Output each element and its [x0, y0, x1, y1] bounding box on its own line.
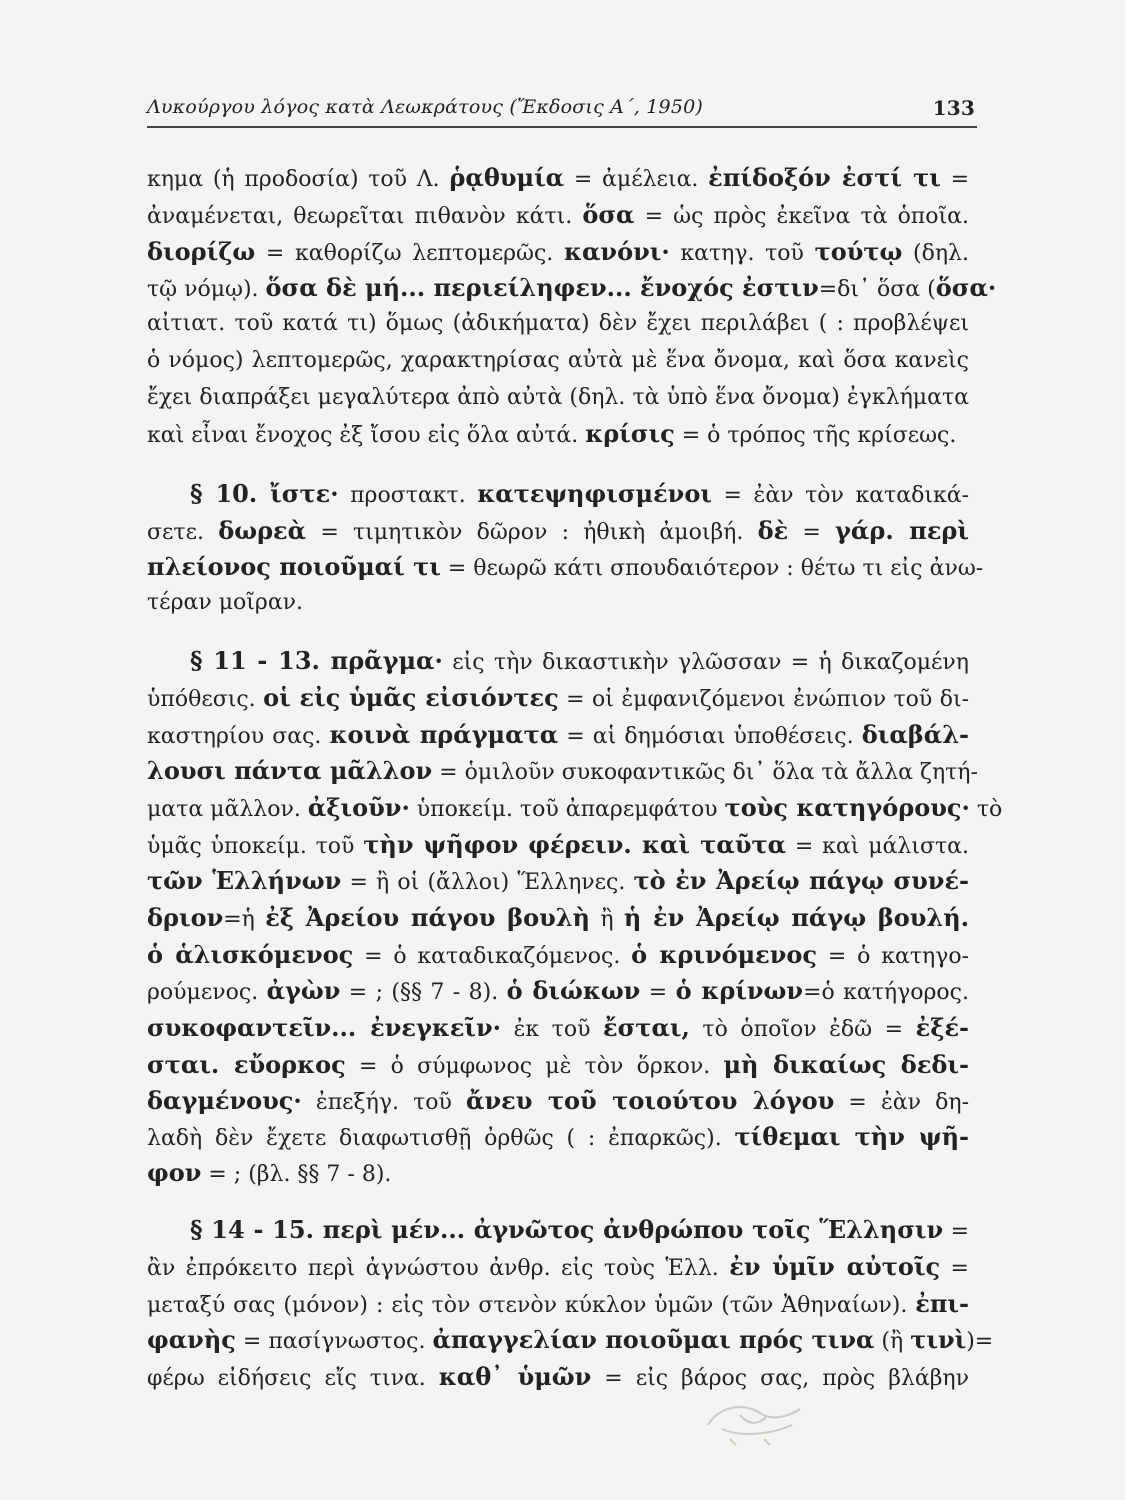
text-line — [147, 791, 1003, 825]
gloss-text: ἢ — [590, 907, 624, 932]
bold-lemma: συκοφαντεῖν... ἐνεγκεῖν· — [147, 1013, 502, 1042]
bold-lemma: διορίζω — [147, 237, 256, 266]
gloss-text: φέρω εἰδήσεις εἴς τινα. — [147, 1366, 439, 1391]
bold-lemma: κατεψηφισμένοι — [477, 479, 712, 508]
text-line — [147, 514, 969, 548]
gloss-text: = ἐὰν τὸν καταδικά- — [711, 483, 969, 508]
bold-lemma: τούτῳ — [814, 237, 903, 266]
gloss-text: =ὁ κατήγορος. — [803, 980, 969, 1005]
bold-lemma: σται. εὔορκος — [147, 1050, 346, 1079]
gloss-text: =δι᾽ ὅσα ( — [818, 277, 936, 302]
gloss-text: = καθορίζω λεπτομερῶς. — [255, 241, 564, 266]
text-line — [147, 938, 969, 972]
bold-lemma: § 11 - 13. πρᾶγμα· — [190, 646, 443, 675]
gloss-text: τέραν μοῖραν. — [147, 590, 304, 615]
text-line — [147, 1287, 969, 1321]
bold-lemma: λουσι πάντα μᾶλλον — [147, 756, 433, 785]
page-number: 133 — [932, 96, 975, 120]
bold-lemma: ἔσται, — [603, 1013, 690, 1042]
gloss-text: κατηγ. τοῦ — [669, 241, 815, 266]
gloss-text: λαδὴ δὲν ἔχετε διαφωτισθῇ ὀρθῶς ( : ἐπαρκῶς). — [147, 1126, 735, 1151]
gloss-text: = ἢ οἱ (ἄλλοι) Ἕλληνες. — [341, 870, 634, 895]
gloss-text: = ὁ σύμφωνος μὲ τὸν ὅρκον. — [345, 1054, 724, 1079]
bold-lemma: τινὶ — [910, 1325, 967, 1354]
text-line — [147, 271, 997, 305]
gloss-text: = — [788, 520, 836, 545]
gloss-text: καστηρίου σας. — [147, 724, 330, 749]
bold-lemma: δαγμένους· — [147, 1086, 302, 1115]
bold-lemma: ἀγὼν — [266, 976, 341, 1005]
gloss-text: =ἡ — [223, 907, 266, 932]
gloss-text: εἰς τὴν δικαστικὴν γλῶσσαν = ἡ δικαζομένη — [442, 650, 969, 675]
gloss-text: τὸ — [969, 797, 1003, 822]
text-line — [147, 550, 984, 584]
gloss-text: αἰτιατ. τοῦ κατά τι) ὅμως (ἀδικήματα) δὲν ἔχει περιλάβει ( : προβλέψει — [147, 311, 969, 336]
bold-lemma: § 14 - 15. περὶ μέν... ἀγνῶτος ἀνθρώπου τοῖς Ἕλλησιν — [190, 1215, 944, 1244]
gloss-text: = πασίγνωστος. — [235, 1329, 433, 1354]
gloss-text: ἔχει διαπράξει μεγαλύτερα ἀπὸ αὐτὰ (δηλ. τὰ ὑπὸ ἕνα ὄνομα) ἐγκλήματα — [147, 385, 969, 410]
gloss-text: ὁ νόμος) λεπτομερῶς, χαρακτηρίσας αὐτὰ μὲ ἕνα ὄνομα, καὶ ὅσα κανεὶς — [147, 348, 969, 373]
gloss-text: ἂν ἐπρόκειτο περὶ ἀγνώστου ἀνθρ. εἰς τοὺς Ἑλλ. — [147, 1256, 730, 1281]
text-line — [147, 1250, 969, 1284]
text-line — [147, 586, 969, 620]
gloss-text: μεταξύ σας (μόνον) : εἰς τὸν στενὸν κύκλον ὑμῶν (τῶν Ἀθηναίων). — [147, 1293, 916, 1318]
gloss-text: )= — [966, 1329, 994, 1354]
gloss-text: = — [940, 1256, 969, 1281]
bold-lemma: ἐξέ- — [915, 1013, 970, 1042]
bold-lemma: ἀπαγγελίαν ποιοῦμαι πρός τινα — [432, 1325, 875, 1354]
text-line — [147, 344, 969, 378]
bold-lemma: φανὴς — [147, 1325, 236, 1354]
gloss-text: ρούμενος. — [147, 980, 267, 1005]
text-line — [147, 417, 969, 451]
bold-lemma: ἐξ Ἀρείου πάγου βουλὴ — [265, 903, 591, 932]
gloss-text: = ὡς πρὸς ἐκεῖνα τὰ ὁποῖα. — [634, 204, 969, 229]
bold-lemma: ἐπίδοξόν ἐστί τι — [708, 163, 941, 192]
bold-lemma: τῶν Ἑλλήνων — [147, 866, 342, 895]
bold-lemma: ἀξιοῦν· — [307, 793, 410, 822]
text-line — [147, 1011, 969, 1045]
gloss-text: = τιμητικὸν δῶρον : ἠθικὴ ἀμοιβή. — [306, 520, 758, 545]
bold-lemma: δὲ — [757, 516, 789, 545]
gloss-text: = ὁ τρόπος τῆς κρίσεως. — [674, 423, 957, 448]
bold-lemma: ἐν ὑμῖν αὐτοῖς — [729, 1252, 941, 1281]
text-line — [147, 1360, 969, 1394]
gloss-text: ματα μᾶλλον. — [147, 797, 308, 822]
gloss-text: = ὁ καταδικαζόμενος. — [353, 944, 632, 969]
gloss-text: = — [940, 167, 970, 192]
bold-lemma: ἐπι- — [915, 1289, 969, 1318]
bold-lemma: καθ᾽ ὑμῶν — [438, 1362, 592, 1391]
gloss-text: = ἐὰν δη- — [834, 1090, 969, 1115]
bold-lemma: δριον — [147, 903, 224, 932]
gloss-text: ἀναμένεται, θεωρεῖται πιθανὸν κάτι. — [147, 204, 583, 229]
text-line — [147, 864, 969, 898]
text-line — [147, 307, 969, 341]
bold-lemma: ὁ κρίνων — [675, 976, 804, 1005]
gloss-text: ἐκ τοῦ — [501, 1017, 604, 1042]
gloss-text: ὑμᾶς ὑποκείμ. τοῦ — [147, 834, 364, 859]
gloss-text: = ; (βλ. §§ 7 - 8). — [201, 1162, 392, 1187]
bold-lemma: ὁ κρινόμενος — [631, 940, 818, 969]
bold-lemma: ὅσα δὲ μή... περιείληφεν... ἔνοχός ἐστιν — [265, 273, 819, 302]
bold-lemma: κανόνι· — [563, 237, 670, 266]
gloss-text: τῷ νόμῳ). — [147, 277, 266, 302]
gloss-text: = — [943, 1219, 970, 1244]
gloss-text: = — [640, 980, 676, 1005]
text-line — [147, 901, 969, 935]
bold-lemma: γάρ. περὶ — [835, 516, 969, 545]
bold-lemma: κρίσις — [585, 419, 675, 448]
gloss-text: (δηλ. — [902, 241, 969, 266]
gloss-text: προστακτ. — [338, 483, 478, 508]
bold-lemma: ὁ ἁλισκόμενος — [147, 940, 354, 969]
bold-lemma: ῥᾳθυμία — [449, 163, 565, 192]
bold-lemma: τὸ ἐν Ἀρείῳ πάγῳ συνέ- — [633, 866, 969, 895]
text-line — [147, 828, 969, 862]
library-stamp-mark — [700, 1395, 810, 1447]
bold-lemma: τὴν ψῆφον φέρειν. καὶ ταῦτα — [363, 830, 787, 859]
text-line — [147, 161, 969, 195]
bold-lemma: οἱ εἰς ὑμᾶς εἰσιόντες — [263, 683, 559, 712]
gloss-text: κημα (ἡ προδοσία) τοῦ Λ. — [147, 167, 450, 192]
gloss-text: = αἱ δημόσιαι ὑποθέσεις. — [558, 724, 862, 749]
gloss-text: τὸ ὁποῖον ἐδῶ = — [689, 1017, 916, 1042]
text-line — [147, 718, 969, 752]
running-title: Λυκούργου λόγος κατὰ Λεωκράτους (Ἔκδοσις Α΄, 1950) — [147, 96, 704, 118]
gloss-text: (ἢ — [874, 1329, 911, 1354]
gloss-text: ὑποκείμ. τοῦ ἀπαρεμφάτου — [409, 797, 725, 822]
text-line — [190, 477, 969, 511]
bold-lemma: ὁ διώκων — [506, 976, 641, 1005]
gloss-text: = ἀμέλεια. — [564, 167, 709, 192]
bold-lemma: μὴ δικαίως δεδι- — [723, 1050, 969, 1079]
bold-lemma: ὅσα — [582, 200, 635, 229]
text-line — [147, 1048, 969, 1082]
bold-lemma: τίθεμαι τὴν ψῆ- — [734, 1122, 969, 1151]
bold-lemma: φον — [147, 1158, 202, 1187]
text-line — [147, 198, 969, 232]
text-line — [147, 1084, 969, 1118]
bold-lemma: κοινὰ πράγματα — [329, 720, 559, 749]
bold-lemma: ὅσα· — [935, 273, 997, 302]
bold-lemma: διαβάλ- — [861, 720, 969, 749]
bold-lemma: ἡ ἐν Ἀρείῳ πάγῳ βουλή. — [623, 903, 970, 932]
gloss-text: ἐπεξήγ. τοῦ — [301, 1090, 467, 1115]
gloss-text: = ; (§§ 7 - 8). — [340, 980, 507, 1005]
text-line — [147, 381, 969, 415]
text-line — [147, 681, 969, 715]
text-line — [190, 644, 969, 678]
gloss-text: ὑπόθεσις. — [147, 687, 264, 712]
text-line — [147, 974, 969, 1008]
gloss-text: = εἰς βάρος σας, πρὸς βλάβην — [591, 1366, 969, 1391]
gloss-text: = ὁμιλοῦν συκοφαντικῶς δι᾽ ὅλα τὰ ἄλλα ζητή- — [432, 760, 978, 785]
bold-lemma: τοὺς κατηγόρους· — [724, 793, 970, 822]
text-line — [147, 235, 969, 269]
bold-lemma: πλείονος ποιοῦμαί τι — [147, 552, 441, 581]
gloss-text: = ὁ κατηγο- — [817, 944, 969, 969]
gloss-text: καὶ εἶναι ἔνοχος ἐξ ἴσου εἰς ὅλα αὐτά. — [147, 423, 586, 448]
gloss-text: = καὶ μάλιστα. — [786, 834, 969, 859]
bold-lemma: δωρεὰ — [218, 516, 307, 545]
gloss-text: = θεωρῶ κάτι σπουδαιότερον : θέτω τι εἰς ἀνω- — [440, 556, 984, 581]
bold-lemma: ἄνευ τοῦ τοιούτου λόγου — [466, 1086, 835, 1115]
gloss-text: σετε. — [147, 520, 219, 545]
text-line — [147, 1120, 969, 1154]
running-header — [147, 96, 977, 128]
bold-lemma: § 10. ἴστε· — [190, 479, 339, 508]
text-line — [147, 754, 978, 788]
text-line — [147, 1323, 994, 1357]
text-line — [147, 1156, 969, 1190]
text-line — [190, 1213, 969, 1247]
gloss-text: = οἱ ἐμφανιζόμενοι ἐνώπιον τοῦ δι- — [558, 687, 970, 712]
